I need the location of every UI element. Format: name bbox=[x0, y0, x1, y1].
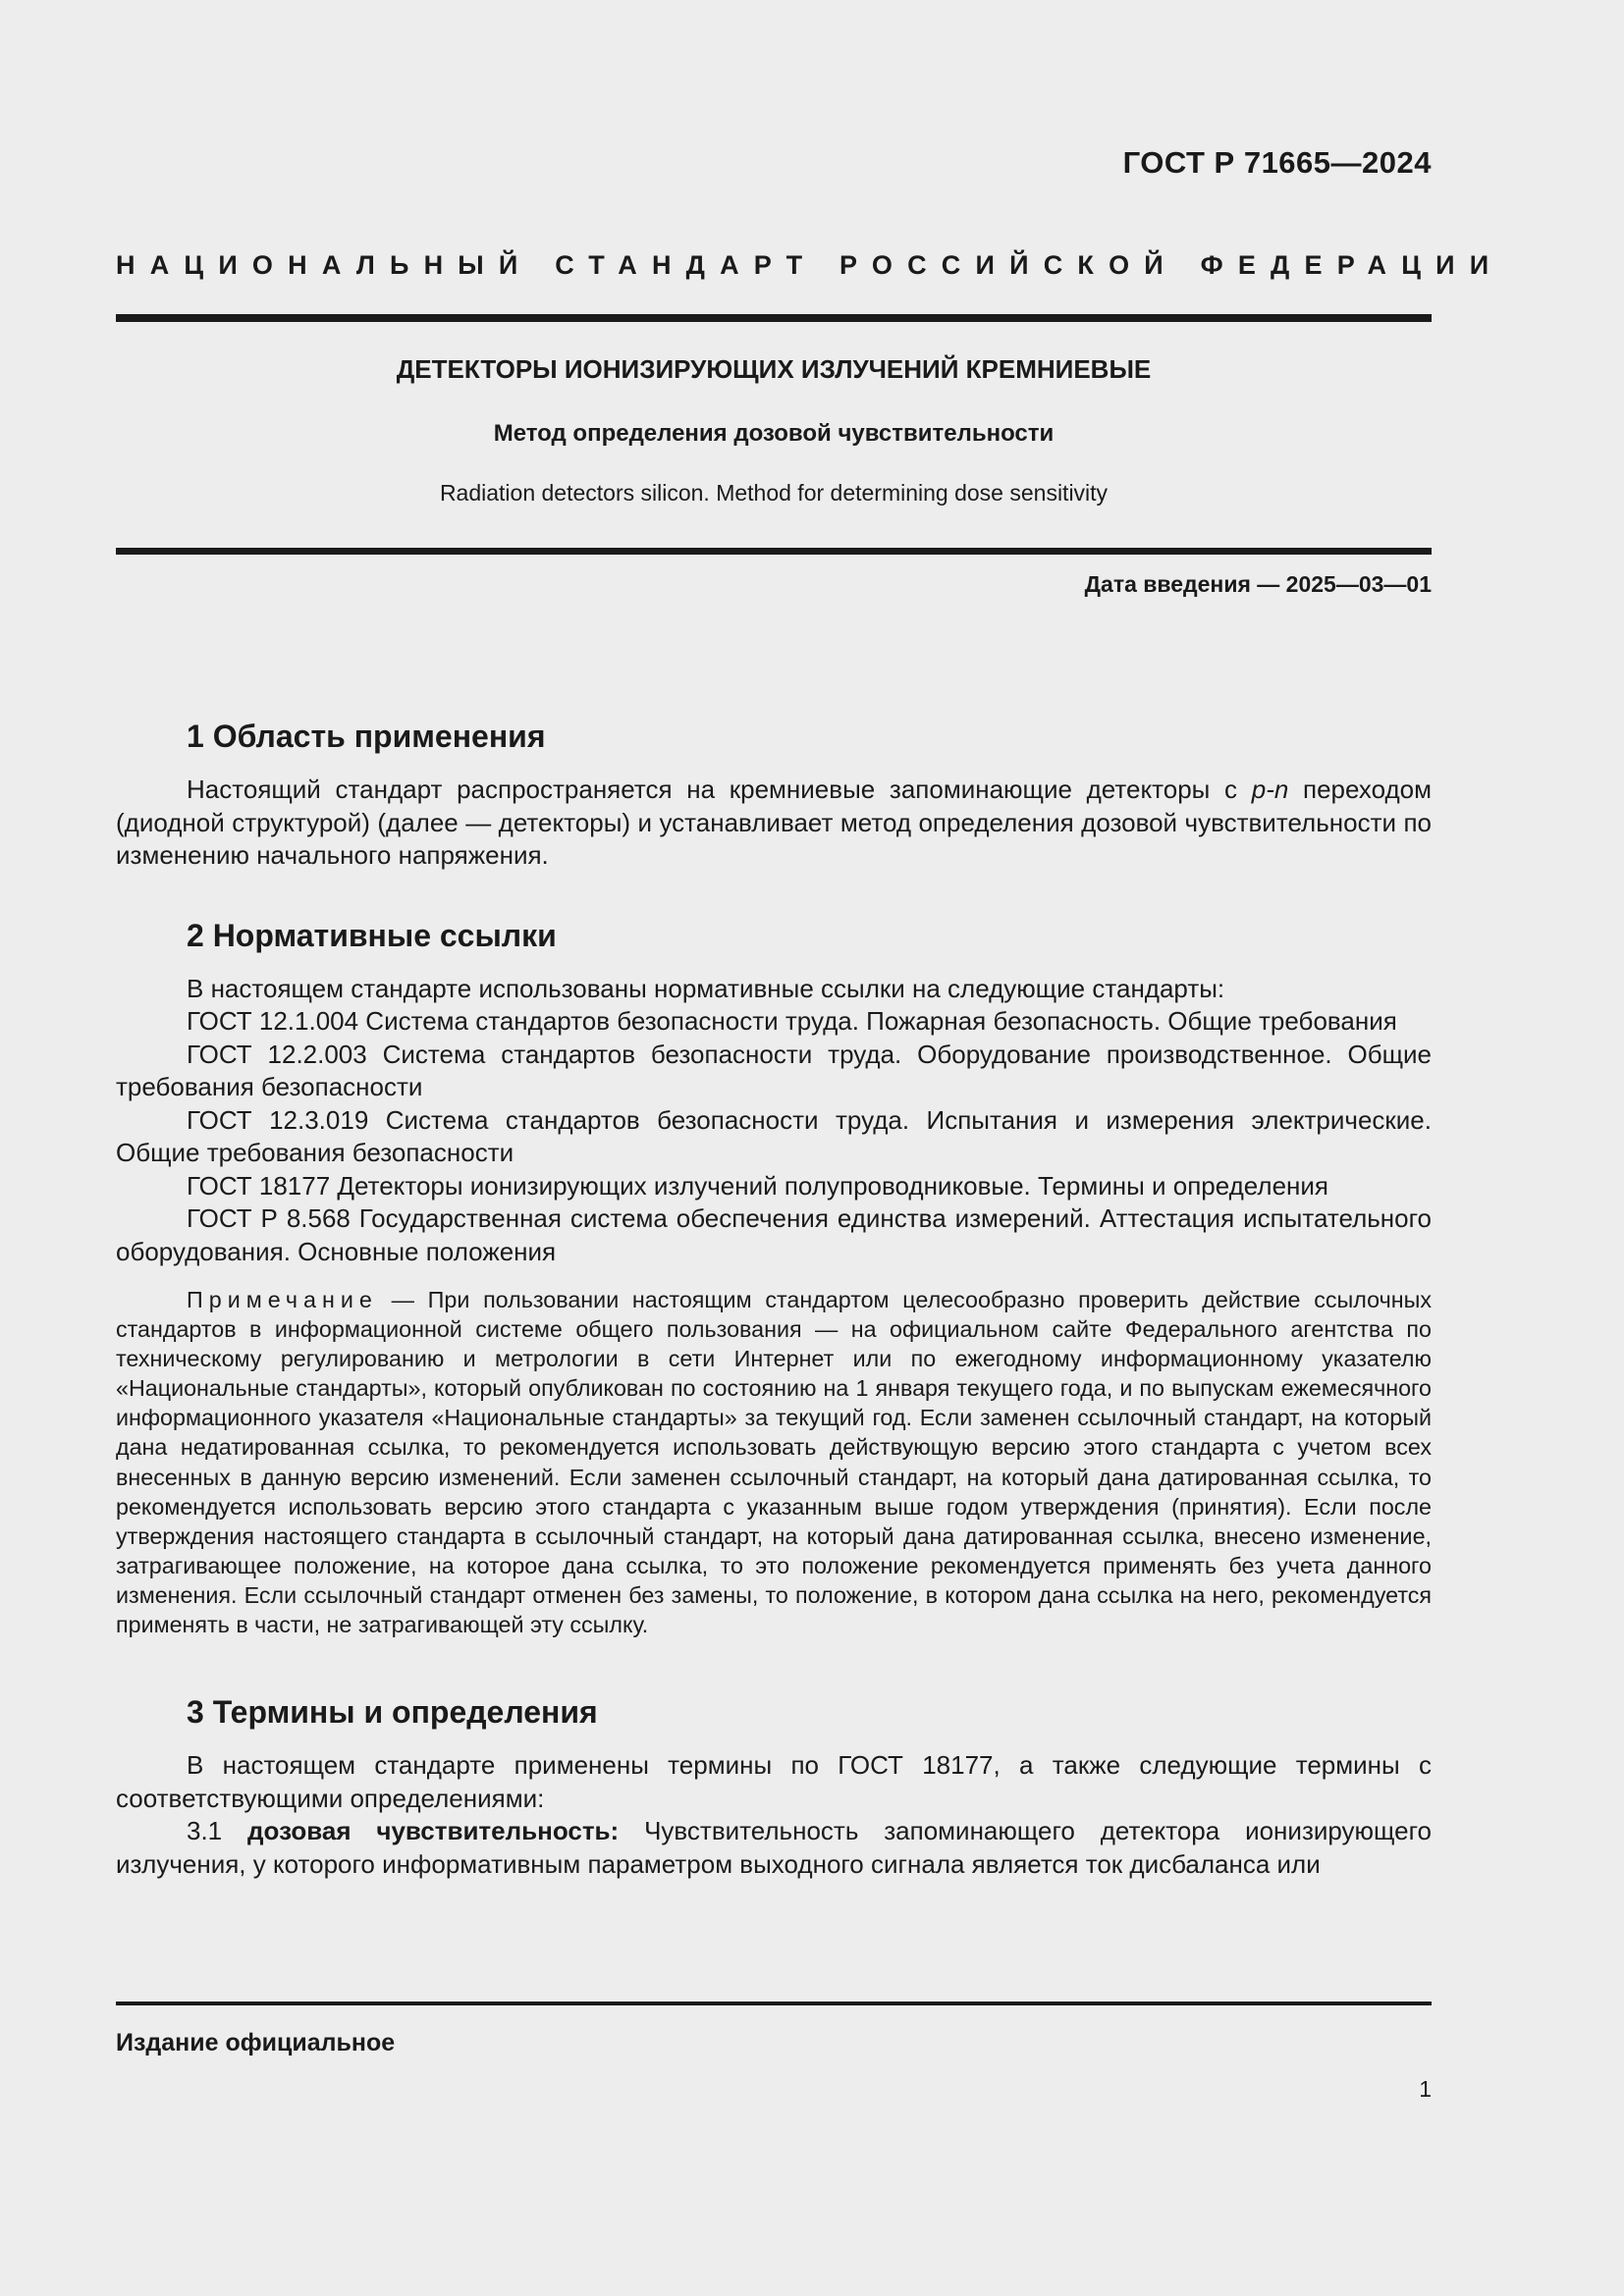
edition-label: Издание официальное bbox=[116, 2029, 396, 2056]
reference-item: ГОСТ Р 8.568 Государственная система обеспечения единства измерений. Аттестация испытательного оборудования. Основные положения bbox=[116, 1203, 1432, 1266]
page-number: 1 bbox=[1419, 2076, 1432, 2102]
introduction-date: Дата введения — 2025—03—01 bbox=[1084, 571, 1432, 597]
term-definition bbox=[116, 1815, 1432, 1881]
header-rule bbox=[116, 314, 1432, 322]
section-terms-definitions bbox=[116, 1692, 1432, 1881]
reference-item: ГОСТ 12.3.019 Система стандартов безопасности труда. Испытания и измерения электрические. Общие требования безопасности bbox=[116, 1104, 1432, 1167]
paragraph-italic-text: р-n bbox=[1251, 774, 1289, 804]
section-heading: 1 Область применения bbox=[187, 719, 546, 754]
section-heading: 2 Нормативные ссылки bbox=[187, 917, 557, 953]
document-id: ГОСТ Р 71665—2024 bbox=[1122, 145, 1432, 180]
document-page bbox=[116, 0, 1504, 2296]
national-standard-label: НАЦИОНАЛЬНЫЙ СТАНДАРТ РОССИЙСКОЙ ФЕДЕРАЦИИ bbox=[116, 250, 1504, 280]
paragraph-text: Настоящий стандарт распространяется на кремниевые запоминающие детекторы с bbox=[187, 774, 1252, 804]
note-label: Примечание bbox=[187, 1287, 378, 1312]
term-name: дозовая чувствительность: bbox=[247, 1816, 620, 1846]
paragraph-text: переходом (диодной структурой) (далее — детекторы) и устанавливает метод определения дозовой чувствительности по изменению начального напряжения. bbox=[116, 774, 1432, 870]
paragraph: В настоящем стандарте применены термины по ГОСТ 18177, а также следующие термины с соответствующими определениями: bbox=[116, 1750, 1432, 1813]
document-title-english: Radiation detectors silicon. Method for determining dose sensitivity bbox=[439, 480, 1109, 506]
footer-rule bbox=[116, 2002, 1432, 2005]
title-rule bbox=[116, 548, 1432, 555]
term-number: 3.1 bbox=[187, 1816, 248, 1846]
note-paragraph bbox=[116, 1285, 1432, 1639]
document-subtitle: Метод определения дозовой чувствительности bbox=[493, 420, 1055, 447]
document-content bbox=[116, 717, 1432, 1881]
reference-item: ГОСТ 12.1.004 Система стандартов безопасности труда. Пожарная безопасность. Общие требования bbox=[187, 1006, 1397, 1036]
document-title: ДЕТЕКТОРЫ ИОНИЗИРУЮЩИХ ИЗЛУЧЕНИЙ КРЕМНИЕВЫЕ bbox=[396, 354, 1152, 384]
reference-item: ГОСТ 12.2.003 Система стандартов безопасности труда. Оборудование производственное. Общие требования безопасности bbox=[116, 1039, 1432, 1101]
term-definition-text: Чувствительность запоминающего детектора ионизирующего излучения, у которого информативным параметром выходного сигнала является ток дисбаланса или bbox=[116, 1816, 1432, 1879]
section-heading: 3 Термины и определения bbox=[187, 1694, 598, 1731]
reference-item: ГОСТ 18177 Детекторы ионизирующих излучений полупроводниковые. Термины и определения bbox=[187, 1170, 1328, 1201]
paragraph: В настоящем стандарте использованы нормативные ссылки на следующие стандарты: bbox=[187, 973, 1225, 1003]
note-text: — При пользовании настоящим стандартом целесообразно проверить действие ссылочных стандартов в информационной системе общего пользования — на официальном сайте Федерального агентства по техническому регулированию и метрологии в сети Интернет или по ежегодному информационному указателю «Национальные стандарты», который опубликован по состоянию на 1 января текущего года, и по выпускам ежемесячного информационного указателя «Национальные стандарты» за текущий год. Если заменен ссылочный стандарт, на который дана недатированная ссылка, то рекомендуется использовать действующую версию этого стандарта с учетом всех внесенных в данную версию изменений. Если заменен ссылочный стандарт, на который дана датированная ссылка, то рекомендуется использовать версию этого стандарта с указанным выше годом утверждения (принятия). Если после утверждения настоящего стандарта в ссылочный стандарт, на который дана датированная ссылка, внесено изменение, затрагивающее положение, на которое дана ссылка, то это положение рекомендуется применять без учета данного изменения. Если ссылочный стандарт отменен без замены, то положение, в котором дана ссылка на него, рекомендуется применять в части, не затрагивающей эту ссылку. bbox=[116, 1287, 1432, 1638]
section-normative-references bbox=[116, 916, 1432, 1640]
paragraph bbox=[116, 774, 1432, 873]
section-scope bbox=[116, 717, 1432, 873]
